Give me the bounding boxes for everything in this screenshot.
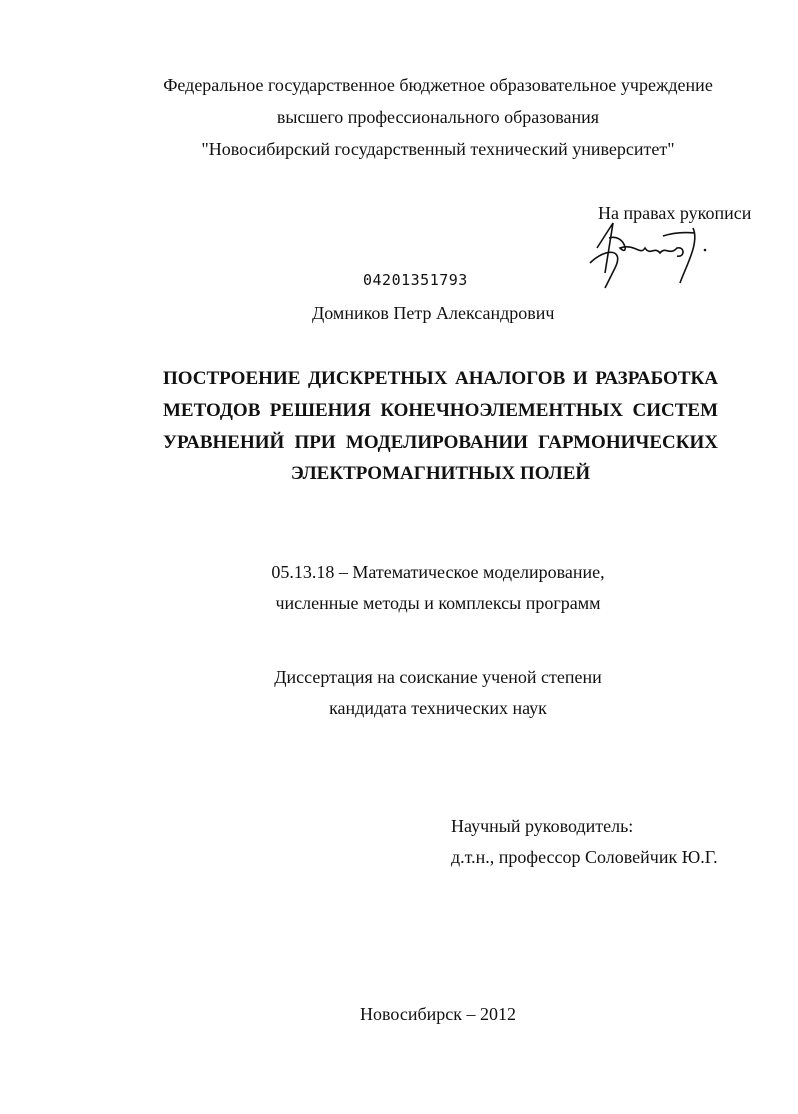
institution-line-2: высшего профессионального образования bbox=[276, 107, 600, 127]
institution-line-3: "Новосибирский государственный технический университет" bbox=[201, 139, 675, 159]
manuscript-note: На правах рукописи bbox=[598, 203, 752, 223]
title-line-4: ЭЛЕКТРОМАГНИТНЫХ ПОЛЕЙ bbox=[290, 463, 591, 484]
supervisor-label: Научный руководитель: bbox=[451, 816, 634, 836]
title-line-2: МЕТОДОВ РЕШЕНИЯ КОНЕЧНОЭЛЕМЕНТНЫХ СИСТЕМ bbox=[163, 400, 718, 421]
specialty-line-1: 05.13.18 – Математическое моделирование, bbox=[271, 562, 605, 582]
author-name: Домников Петр Александрович bbox=[312, 303, 555, 323]
signature bbox=[585, 218, 715, 290]
title-line-1: ПОСТРОЕНИЕ ДИСКРЕТНЫХ АНАЛОГОВ И РАЗРАБОТКА bbox=[163, 368, 718, 389]
specialty-line-2: численные методы и комплексы программ bbox=[275, 593, 601, 613]
city-year: Новосибирск – 2012 bbox=[360, 1004, 516, 1024]
degree-line-1: Диссертация на соискание ученой степени bbox=[274, 667, 602, 687]
registration-number: 04201351793 bbox=[363, 271, 468, 289]
title-line-3: УРАВНЕНИЙ ПРИ МОДЕЛИРОВАНИИ ГАРМОНИЧЕСКИХ bbox=[163, 432, 718, 453]
supervisor-name: д.т.н., профессор Соловейчик Ю.Г. bbox=[451, 847, 718, 867]
institution-line-1: Федеральное государственное бюджетное образовательное учреждение bbox=[163, 75, 713, 95]
degree-line-2: кандидата технических наук bbox=[329, 698, 547, 718]
